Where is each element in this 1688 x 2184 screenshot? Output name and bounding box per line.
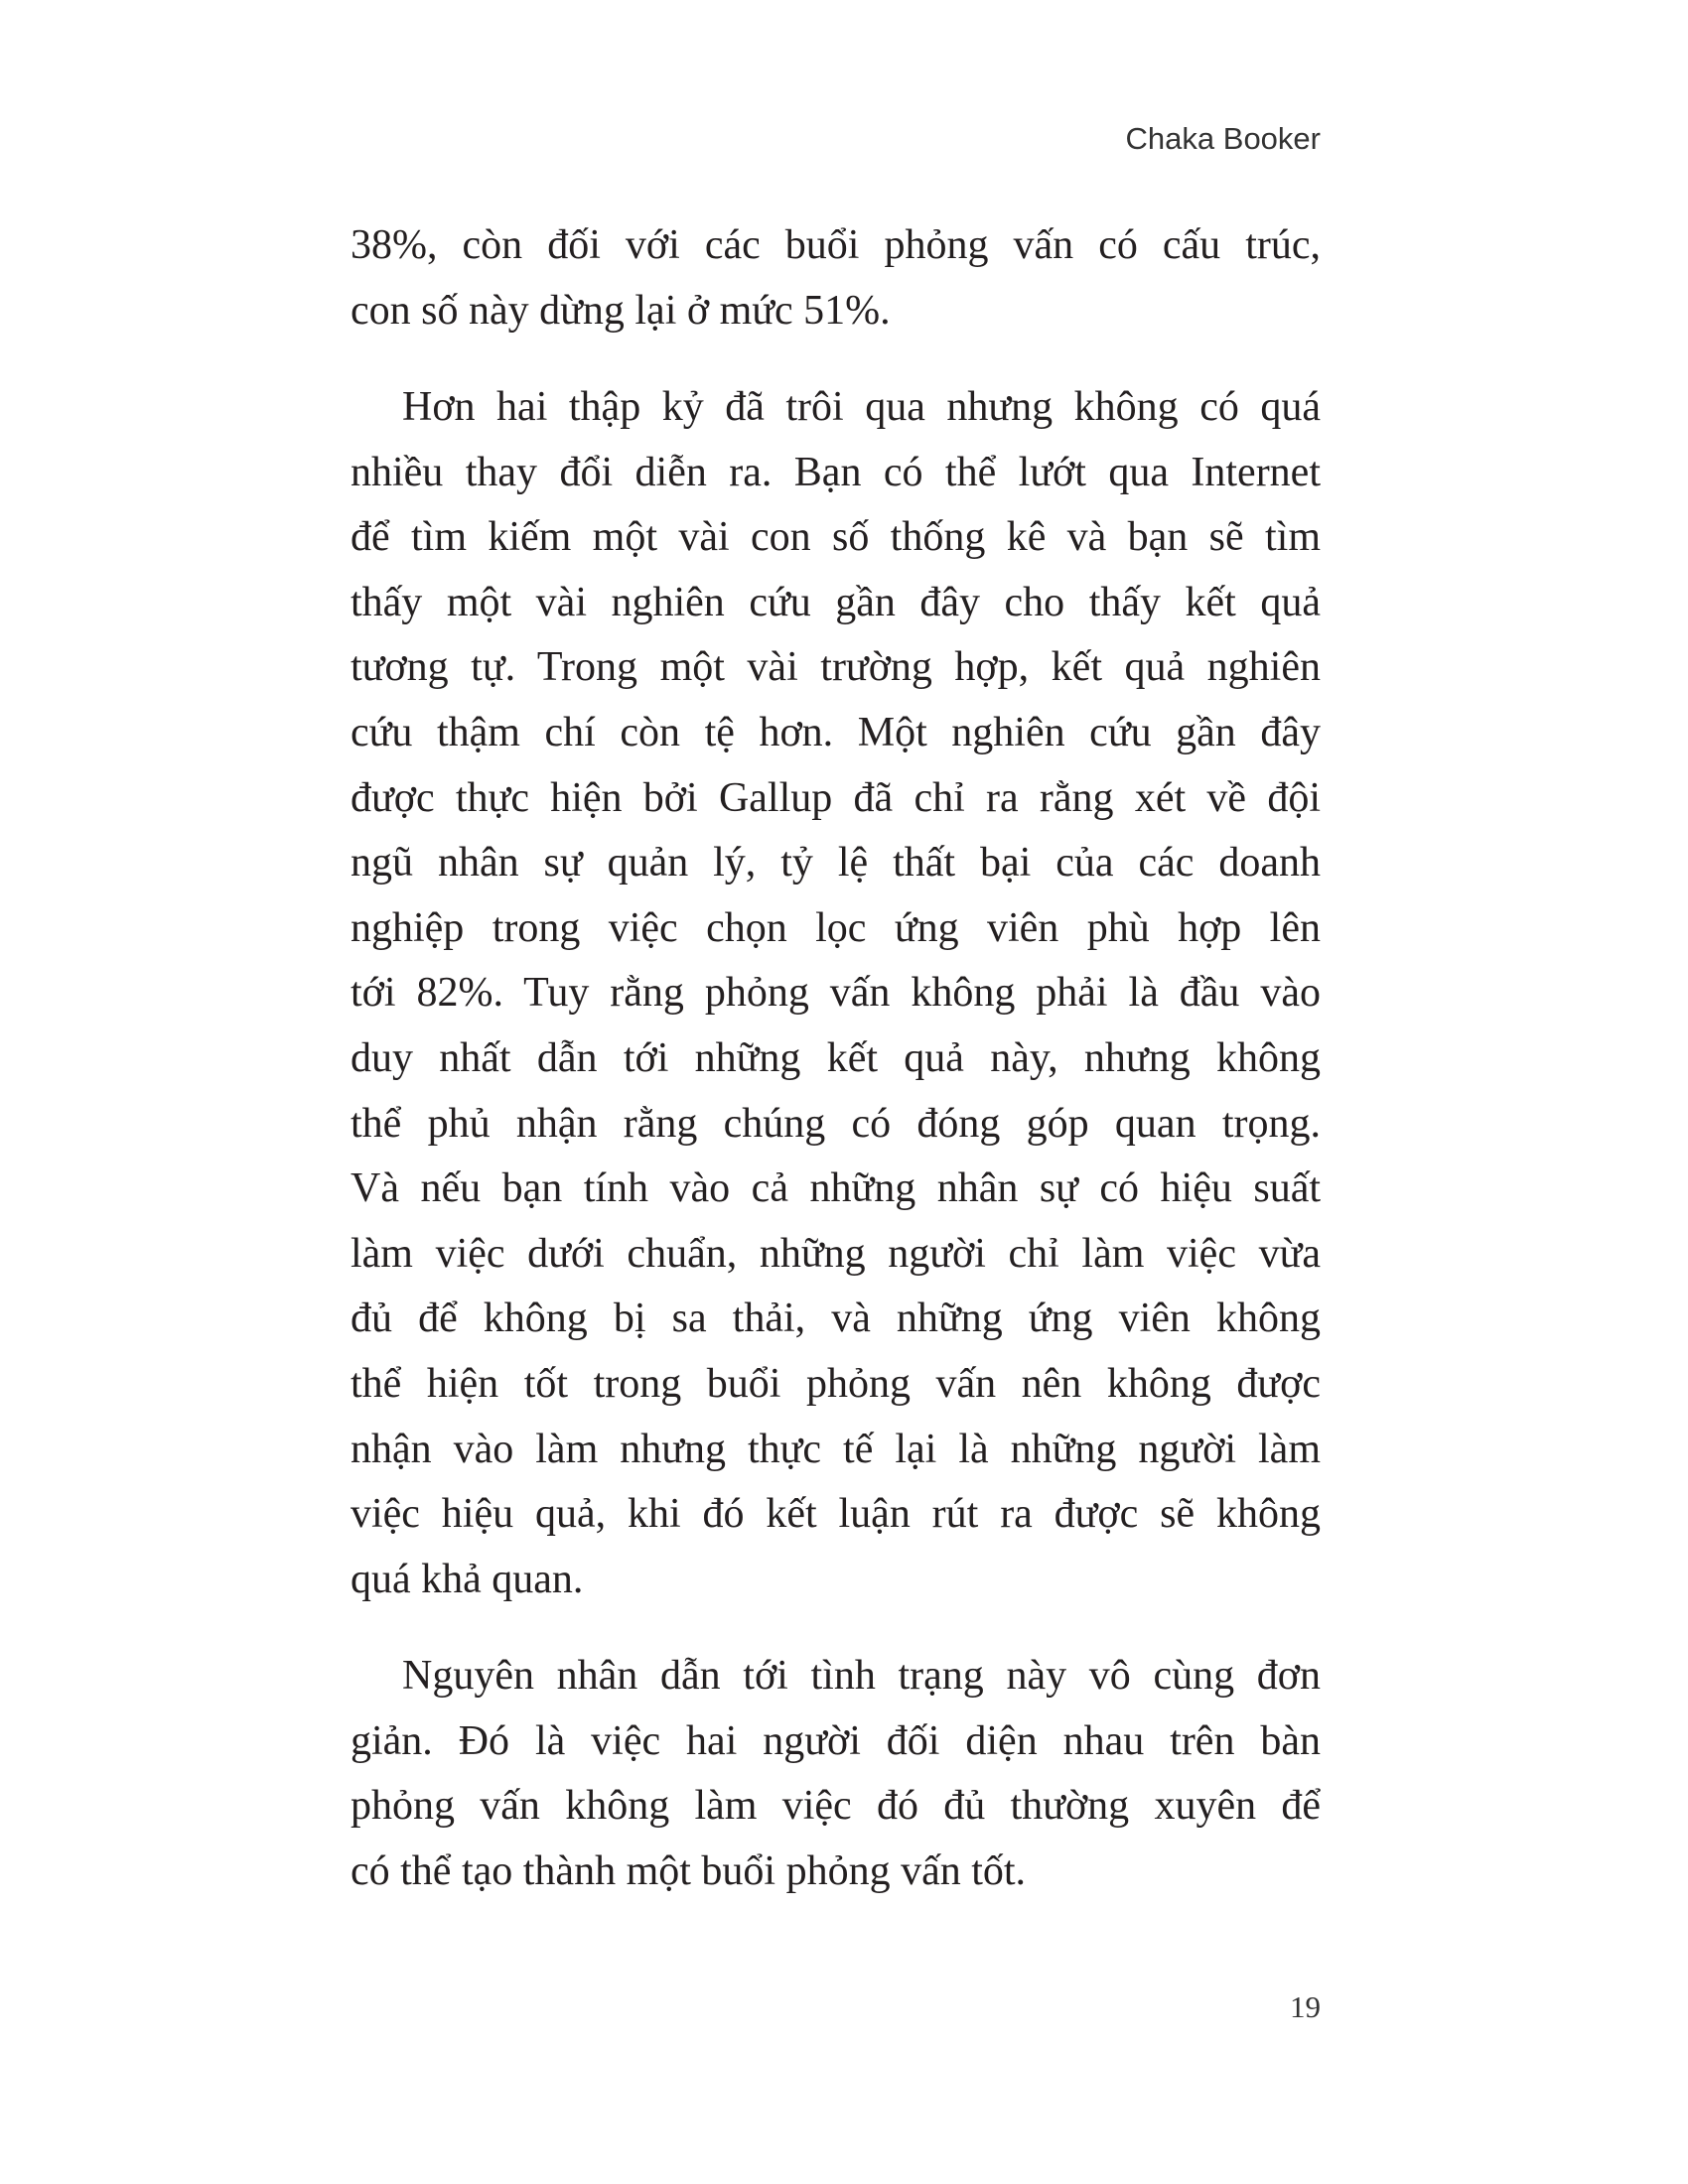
text-line: đủ để không bị sa thải, và những ứng viên không	[351, 1296, 1321, 1342]
text-line: ngũ nhân sự quản lý, tỷ lệ thất bại của các doanh	[351, 840, 1321, 887]
text-line: việc hiệu quả, khi đó kết luận rút ra được sẽ không	[351, 1491, 1321, 1538]
running-header-author: Chaka Booker	[1125, 121, 1321, 156]
text-line: có thể tạo thành một buổi phỏng vấn tốt.	[351, 1847, 1027, 1894]
text-line: con số này dừng lại ở mức 51%.	[351, 287, 891, 334]
text-line: Nguyên nhân dẫn tới tình trạng này vô cùng đơn	[402, 1653, 1321, 1699]
text-line: tương tự. Trong một vài trường hợp, kết quả nghiên	[351, 644, 1321, 691]
text-line: nhận vào làm nhưng thực tế lại là những người làm	[351, 1426, 1321, 1472]
text-line: quá khả quan.	[351, 1556, 584, 1602]
text-line: tới 82%. Tuy rằng phỏng vấn không phải là đầu vào	[351, 970, 1321, 1017]
text-line: thể phủ nhận rằng chúng có đóng góp quan trọng.	[351, 1100, 1321, 1147]
text-line: nghiệp trong việc chọn lọc ứng viên phù hợp lên	[351, 904, 1321, 951]
text-line: nhiều thay đổi diễn ra. Bạn có thể lướt qua Internet	[351, 449, 1321, 495]
text-line: phỏng vấn không làm việc đó đủ thường xuyên để	[351, 1783, 1321, 1830]
text-line: làm việc dưới chuẩn, những người chỉ làm việc vừa	[351, 1230, 1321, 1277]
text-line: Hơn hai thập kỷ đã trôi qua nhưng không có quá	[402, 384, 1321, 430]
text-line: giản. Đó là việc hai người đối diện nhau trên bàn	[351, 1717, 1321, 1764]
text-line: để tìm kiếm một vài con số thống kê và bạn sẽ tìm	[351, 514, 1321, 561]
text-line: thể hiện tốt trong buổi phỏng vấn nên không được	[351, 1361, 1321, 1407]
text-line: duy nhất dẫn tới những kết quả này, nhưng không	[351, 1035, 1321, 1081]
text-line: thấy một vài nghiên cứu gần đây cho thấy kết quả	[351, 579, 1321, 625]
page-number: 19	[1290, 1989, 1321, 2024]
text-line: Và nếu bạn tính vào cả những nhân sự có hiệu suất	[351, 1165, 1321, 1212]
text-line: 38%, còn đối với các buổi phỏng vấn có cấu trúc,	[351, 222, 1321, 268]
text-line: cứu thậm chí còn tệ hơn. Một nghiên cứu gần đây	[351, 710, 1321, 755]
text-line: được thực hiện bởi Gallup đã chỉ ra rằng xét về đội	[351, 774, 1321, 821]
